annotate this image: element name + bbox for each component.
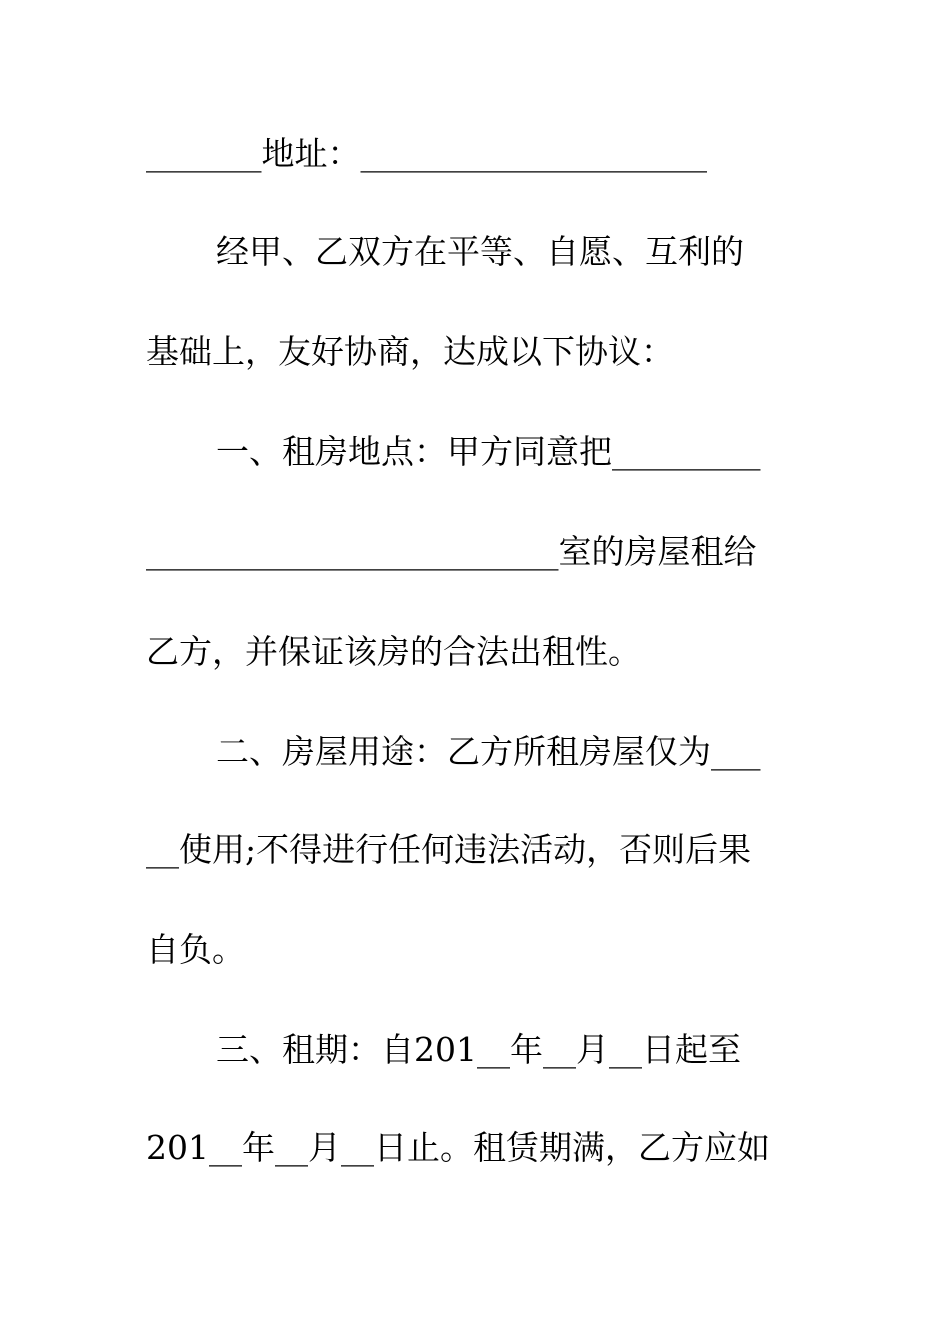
clause-2-line-3: 自负。 xyxy=(146,930,245,969)
clause-1-line-3: 乙方，并保证该房的合法出租性。 xyxy=(146,632,641,671)
clause-3-line-1: 三、租期：自201__年__月__日起至 xyxy=(216,1030,741,1069)
clause-1-line-1: 一、租房地点：甲方同意把_________ xyxy=(216,432,761,471)
address-line: _______地址：_____________________ xyxy=(146,134,707,173)
agreement-intro-line-2: 基础上，友好协商，达成以下协议： xyxy=(146,332,674,371)
agreement-intro-line-1: 经甲、乙双方在平等、自愿、互利的 xyxy=(216,232,744,271)
clause-3-line-2: 201__年__月__日止。租赁期满，乙方应如 xyxy=(146,1128,770,1167)
clause-2-line-1: 二、房屋用途：乙方所租房屋仅为___ xyxy=(216,732,761,771)
clause-1-line-2: _________________________室的房屋租给 xyxy=(146,532,757,571)
clause-2-line-2: __使用;不得进行任何违法活动，否则后果 xyxy=(146,830,752,869)
